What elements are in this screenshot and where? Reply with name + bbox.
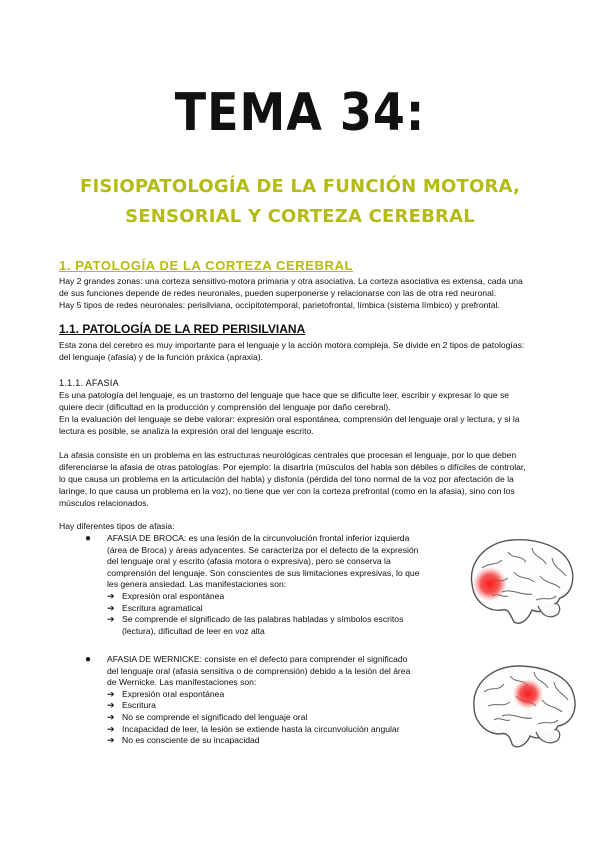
manifestation-text: No es consciente de su incapacidad <box>122 735 260 746</box>
broca-item <box>85 533 425 637</box>
broca-manifestations <box>85 591 425 637</box>
afasia-para2-line: diferenciarse la afasia de otras patologías. Por ejemplo: la disartria (músculos del habla son débiles o difíciles de controlar, <box>59 462 526 472</box>
section-1-1-heading: 1.1. PATOLOGÍA DE LA RED PERISILVIANA <box>59 322 306 336</box>
wernicke-description <box>107 654 425 689</box>
broca-line: del lenguaje oral y escrito (afasia motora o expresiva), pero se conserva la <box>107 556 391 567</box>
broca-line: les genera ansiedad. Las manifestaciones son: <box>107 579 287 590</box>
manifestation-text: Expresión oral espontánea <box>122 688 225 699</box>
broca-line: (área de Broca) y áreas adyacentes. Se caracteriza por el defecto de la expresión <box>107 544 419 555</box>
afasia-types-intro: Hay diferentes tipos de afasia: <box>59 521 175 531</box>
arrow-icon: ➔ <box>107 602 115 613</box>
manifestation-text: Expresión oral espontánea <box>122 590 225 601</box>
list-item <box>85 603 425 615</box>
section-1-1-line: del lenguaje (afasia) y de la función práxica (apraxia). <box>59 352 263 362</box>
list-item <box>85 724 425 736</box>
broca-line: comprensión del lenguaje. Son conscientes de sus limitaciones expresivas, lo que <box>107 567 420 578</box>
afasia-para2-line: lo que causa un problema en la articulación del habla) y disfonía (pérdida del tono normal de la voz por afectación de la <box>59 474 514 484</box>
arrow-icon: ➔ <box>107 735 115 746</box>
brain-broca-icon <box>462 532 578 630</box>
wernicke-manifestations <box>85 689 425 747</box>
list-item <box>85 689 425 701</box>
section-1-line: Hay 5 tipos de redes neuronales: perisilviana, occipitotemporal, parietofrontal, límbica (sistema límbico) y prefrontal. <box>59 300 500 310</box>
wernicke-item <box>85 654 425 747</box>
main-title: TEMA 34: <box>174 82 426 143</box>
list-item <box>85 591 425 603</box>
list-item <box>85 700 425 712</box>
arrow-icon: ➔ <box>107 688 115 699</box>
manifestation-text: Incapacidad de leer, la lesión se extiende hasta la circunvolución angular <box>122 723 400 734</box>
bullet-icon: ● <box>85 533 92 544</box>
manifestation-text: Se comprende el significado de las palabras habladas y símbolos escritos <box>122 614 404 625</box>
arrow-icon: ➔ <box>107 590 115 601</box>
section-1-1-1-heading: 1.1.1. AFASIA <box>59 378 119 388</box>
arrow-icon: ➔ <box>107 723 115 734</box>
afasia-para2-line: músculos relacionados. <box>59 498 149 508</box>
afasia-para1-line: lectura es posible, se analiza la expresión oral del lenguaje escrito. <box>59 426 314 436</box>
afasia-para2-line: laringe, lo que causa un problema en la voz), no tiene que ver con la corteza prefrontal (como en la afasia), sino con los <box>59 486 515 496</box>
list-item <box>85 735 425 747</box>
section-1-heading: 1. PATOLOGÍA DE LA CORTEZA CEREBRAL <box>59 258 354 273</box>
afasia-para2-line: La afasia consiste en un problema en las estructuras neurológicas centrales que procesan el lenguaje, por lo que deben <box>59 450 517 460</box>
subtitle-line-2: SENSORIAL Y CORTEZA CEREBRAL <box>125 206 475 227</box>
manifestation-text: Escritura <box>122 700 156 711</box>
subtitle-line-1: FISIOPATOLOGÍA DE LA FUNCIÓN MOTORA, <box>79 176 521 197</box>
wernicke-line: AFASIA DE WERNICKE: consiste en el defecto para comprender el significado <box>107 654 408 664</box>
section-1-1-line: Esta zona del cerebro es muy importante para el lenguaje y la acción motora compleja. Se divide en 2 tipos de patologías: <box>59 340 525 350</box>
broca-description <box>107 533 425 591</box>
bullet-icon: ● <box>85 654 92 665</box>
list-item <box>85 712 425 724</box>
arrow-icon: ➔ <box>107 700 115 711</box>
section-1-line: de sus funciones depende de redes neuronales, pueden superponerse y relacionarse con las de otra red neuronal. <box>59 288 497 298</box>
manifestation-text: Escritura agramatical <box>122 602 203 613</box>
wernicke-line: de Wernicke. Las manifestaciones son: <box>107 677 257 688</box>
manifestation-text: No se comprende el significado del lenguaje oral <box>122 711 308 722</box>
wernicke-line: del lenguaje oral (afasia sensitiva o de comprensión) debido a la lesión del área <box>107 665 411 676</box>
arrow-icon: ➔ <box>107 614 115 625</box>
afasia-para1-line: Es una patología del lenguaje, es un trastorno del lenguaje que hace que se dificulte leer, escribir y expresar lo que se <box>59 390 510 400</box>
arrow-icon: ➔ <box>107 711 115 722</box>
section-1-line: Hay 2 grandes zonas: una corteza sensitivo-motora primaria y otra asociativa. La corteza asociativa es extensa, cada una <box>59 276 523 286</box>
manifestation-text: (lectura), dificultad de leer en voz alta <box>122 625 265 636</box>
afasia-para1-line: En la evaluación del lenguaje se debe valorar: expresión oral espontánea, comprensión del lenguaje oral y lectura, y si la <box>59 414 520 424</box>
brain-wernicke-icon <box>466 658 582 756</box>
afasia-para1-line: quiere decir (dificultad en la producción y comprensión del lenguaje por daño cerebral). <box>59 402 391 412</box>
list-item <box>85 614 425 626</box>
broca-line: AFASIA DE BROCA: es una lesión de la circunvolución frontal inferior izquierda <box>107 533 410 543</box>
list-item-continuation <box>85 626 425 638</box>
